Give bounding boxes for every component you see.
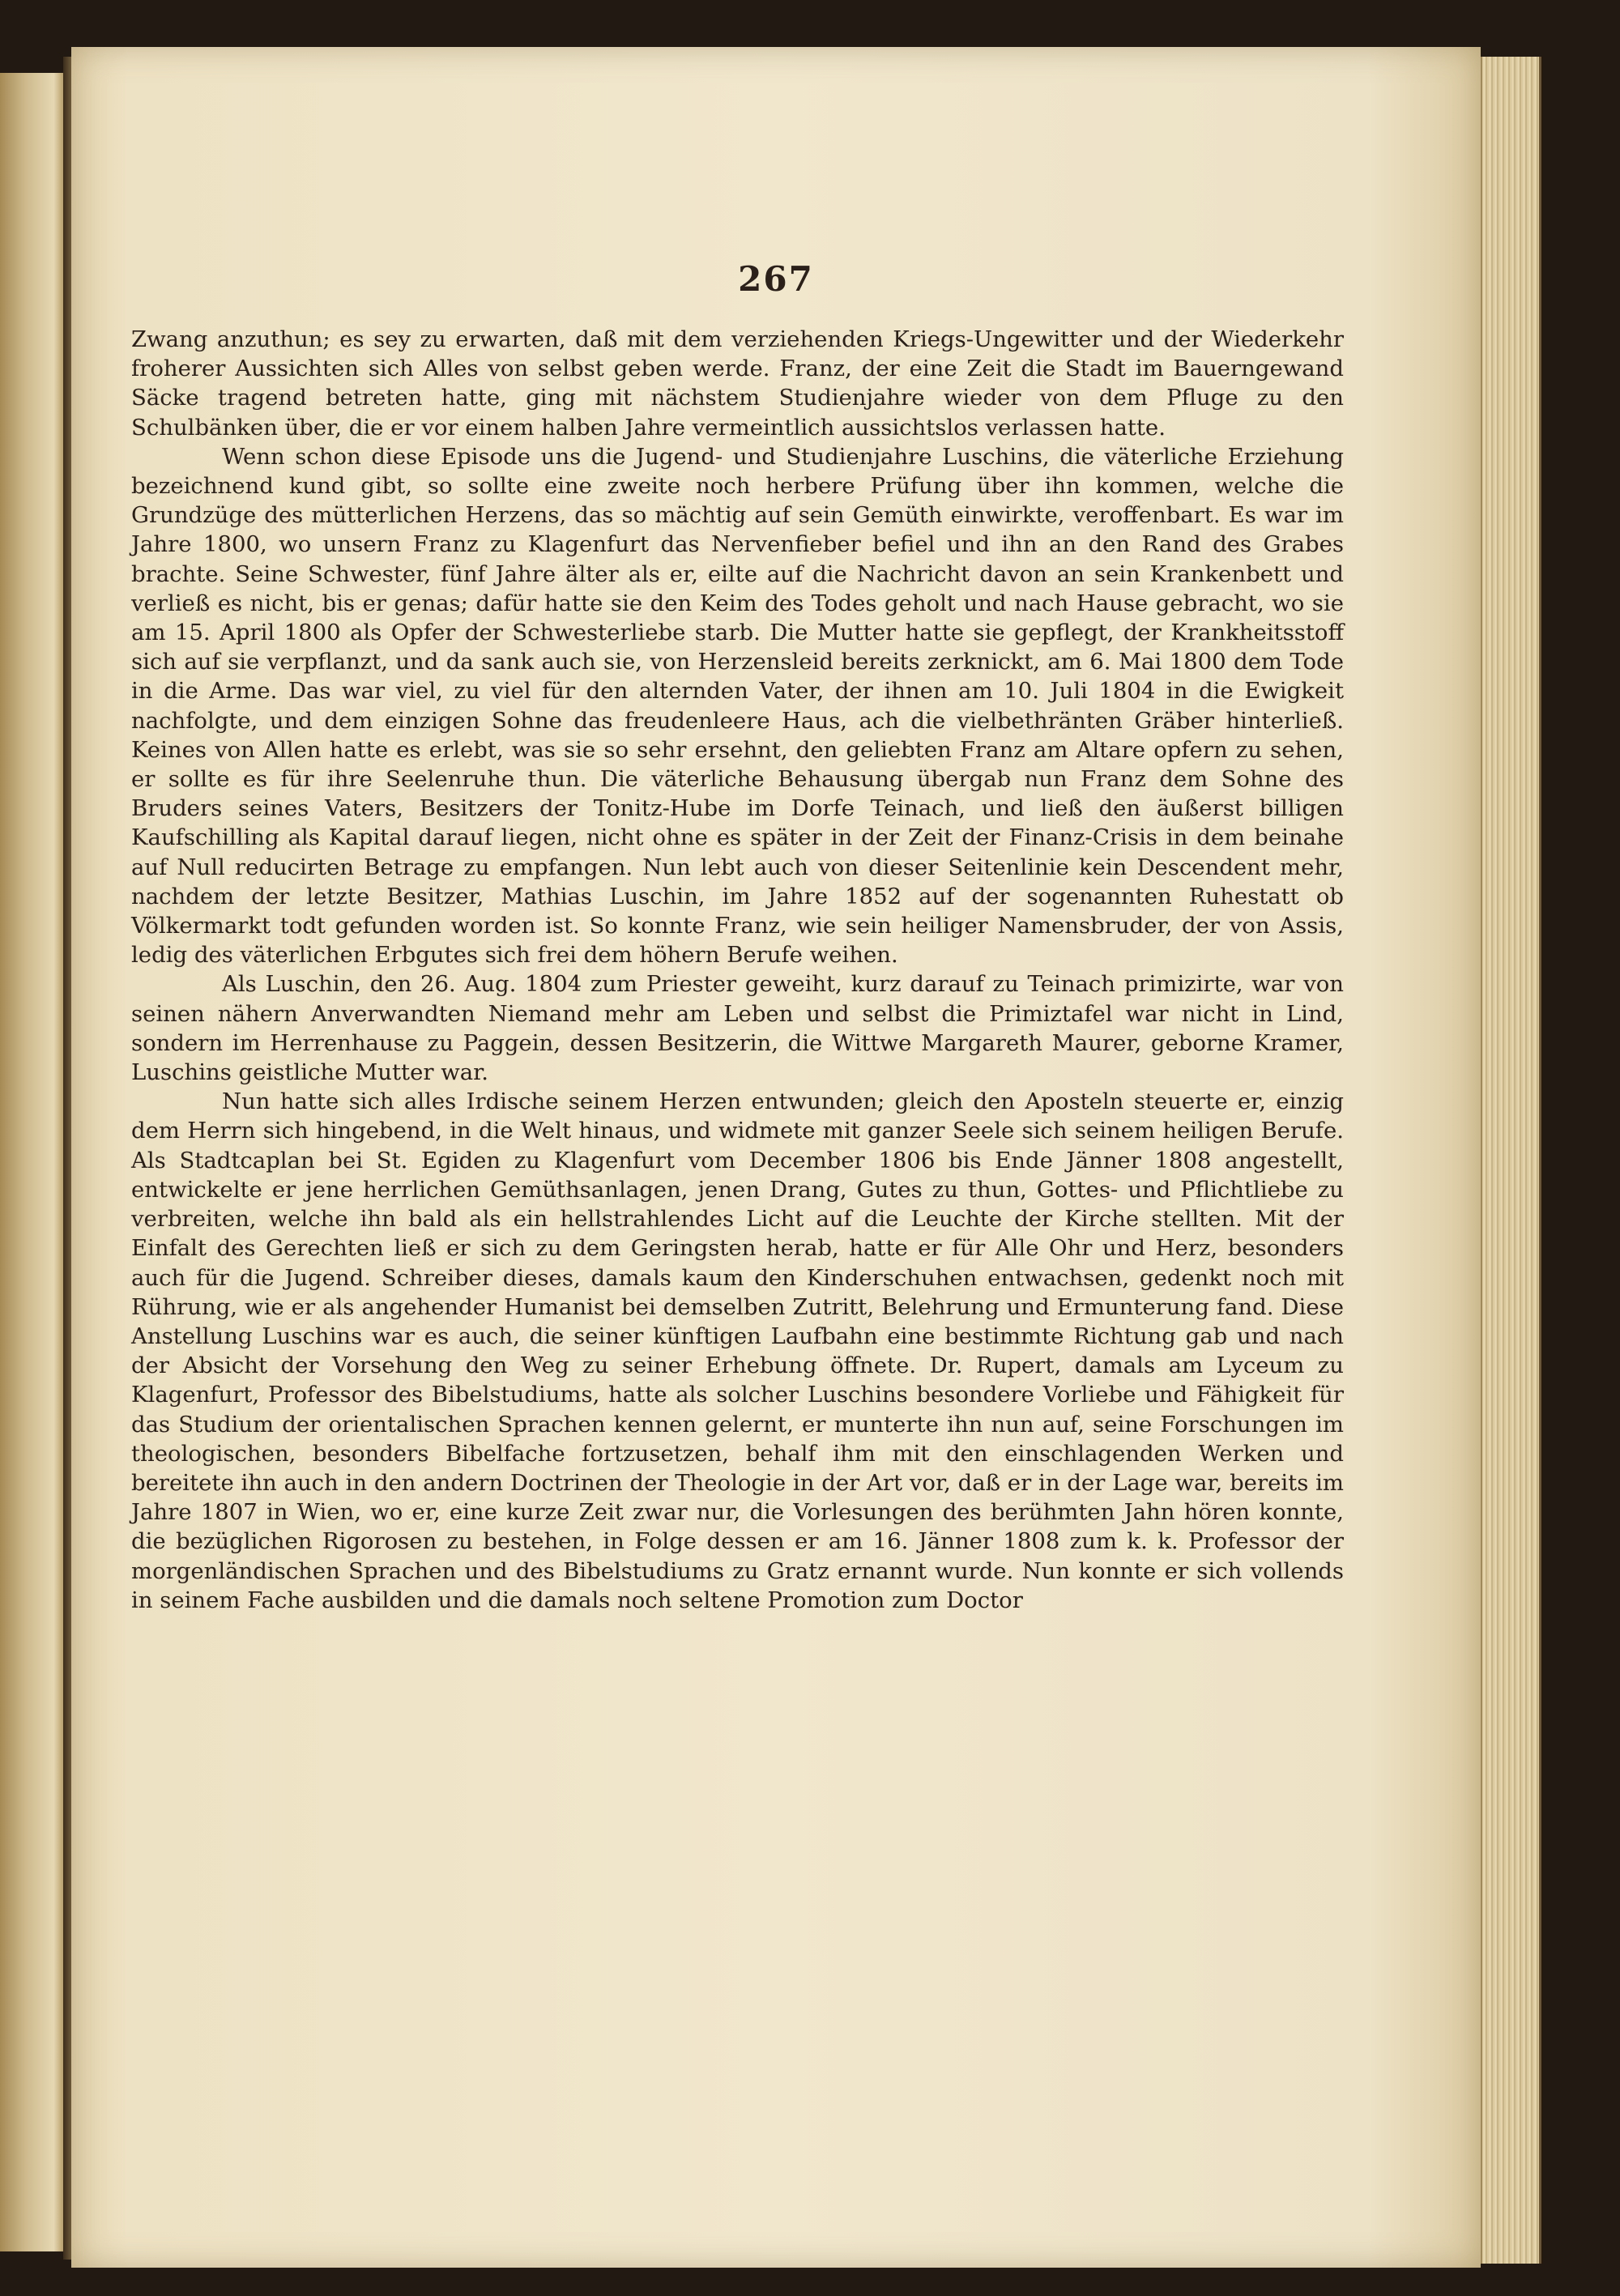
- body-text: [131, 325, 1344, 1615]
- book-page: [71, 47, 1481, 2268]
- paragraph: Wenn schon diese Episode uns die Jugend- und Studienjahre Luschins, die väterliche Erziehung bezeichnend kund gibt, so sollte eine zweite noch herbere Prüfung über ihn kommen, welche die Grundzüge des mütterlichen Herzens, das so mächtig auf sein Gemüth einwirkte, veroffenbart. Es war im Jahre 1800, wo unsern Franz zu Klagenfurt das Nervenfieber befiel und ihn an den Rand des Grabes brachte. Seine Schwester, fünf Jahre älter als er, eilte auf die Nachricht davon an sein Krankenbett und verließ es nicht, bis er genas; dafür hatte sie den Keim des Todes geholt und nach Hause gebracht, wo sie am 15. April 1800 als Opfer der Schwesterliebe starb. Die Mutter hatte sie gepflegt, der Krankheitsstoff sich auf sie verpflanzt, und da sank auch sie, von Herzensleid bereits zerknickt, am 6. Mai 1800 dem Tode in die Arme. Das war viel, zu viel für den alternden Vater, der ihnen am 10. Juli 1804 in die Ewigkeit nachfolgte, und dem einzigen Sohne das freudenleere Haus, ach die vielbethränten Gräber hinterließ. Keines von Allen hatte es erlebt, was sie so sehr ersehnt, den geliebten Franz am Altare opfern zu sehen, er sollte es für ihre Seelenruhe thun. Die väterliche Behausung übergab nun Franz dem Sohne des Bruders seines Vaters, Besitzers der Tonitz-Hube im Dorfe Teinach, und ließ den äußerst billigen Kaufschilling als Kapital darauf liegen, nicht ohne es später in der Zeit der Finanz-Crisis in dem beinahe auf Null reducirten Betrage zu empfangen. Nun lebt auch von dieser Seitenlinie kein Descendent mehr, nachdem der letzte Besitzer, Mathias Luschin, im Jahre 1852 auf der sogenannten Ruhestatt ob Völkermarkt todt gefunden worden ist. So konnte Franz, wie sein heiliger Namensbruder, der von Assis, ledig des väterlichen Erbgutes sich frei dem höhern Berufe weihen.: [131, 443, 1344, 969]
- paragraph: Nun hatte sich alles Irdische seinem Herzen entwunden; gleich den Aposteln steuerte er, einzig dem Herrn sich hingebend, in die Welt hinaus, und widmete mit ganzer Seele sich seinem heiligen Berufe. Als Stadtcaplan bei St. Egiden zu Klagenfurt vom December 1806 bis Ende Jänner 1808 angestellt, entwickelte er jene herrlichen Gemüthsanlagen, jenen Drang, Gutes zu thun, Gottes- und Pflichtliebe zu verbreiten, welche ihn bald als ein hellstrahlendes Licht auf die Leuchte der Kirche stellten. Mit der Einfalt des Gerechten ließ er sich zu dem Geringsten herab, hatte er für Alle Ohr und Herz, besonders auch für die Jugend. Schreiber dieses, damals kaum den Kinderschuhen entwachsen, gedenkt noch mit Rührung, wie er als angehender Humanist bei demselben Zutritt, Belehrung und Ermunterung fand. Diese Anstellung Luschins war es auch, die seiner künftigen Laufbahn eine bestimmte Richtung gab und nach der Absicht der Vorsehung den Weg zu seiner Erhebung öffnete. Dr. Rupert, damals am Lyceum zu Klagenfurt, Professor des Bibelstudiums, hatte als solcher Luschins besondere Vorliebe und Fähigkeit für das Studium der orientalischen Sprachen kennen gelernt, er munterte ihn nun auf, seine Forschungen im theologischen, besonders Bibelfache fortzusetzen, behalf ihm mit den einschlagenden Werken und bereitete ihn auch in den andern Doctrinen der Theologie in der Art vor, daß er in der Lage war, bereits im Jahre 1807 in Wien, wo er, eine kurze Zeit zwar nur, die Vorlesungen des berühmten Jahn hören konnte, die bezüglichen Rigorosen zu bestehen, in Folge dessen er am 16. Jänner 1808 zum k. k. Professor der morgenländischen Sprachen und des Bibelstudiums zu Gratz ernannt wurde. Nun konnte er sich vollends in seinem Fache ausbilden und die damals noch seltene Promotion zum Doctor: [131, 1088, 1344, 1613]
- paragraph: Als Luschin, den 26. Aug. 1804 zum Priester geweiht, kurz darauf zu Teinach primizirte, war von seinen nähern Anverwandten Niemand mehr am Leben und selbst die Primiztafel war nicht in Lind, sondern im Herrenhause zu Paggein, dessen Besitzerin, die Wittwe Margareth Maurer, geborne Kramer, Luschins geistliche Mutter war.: [131, 971, 1344, 1086]
- page-stack-edge: [1481, 57, 1541, 2264]
- left-page-edge: [0, 73, 66, 2251]
- paragraph: Zwang anzuthun; es sey zu erwarten, daß mit dem verziehenden Kriegs-Ungewitter und der Wiederkehr froherer Aussichten sich Alles von selbst geben werde. Franz, der eine Zeit die Stadt im Bauerngewand Säcke tragend betreten hatte, ging mit nächstem Studienjahre wieder von dem Pfluge zu den Schulbänken über, die er vor einem halben Jahre vermeintlich aussichtslos verlassen hatte.: [131, 326, 1344, 441]
- page-number: 267: [738, 259, 814, 299]
